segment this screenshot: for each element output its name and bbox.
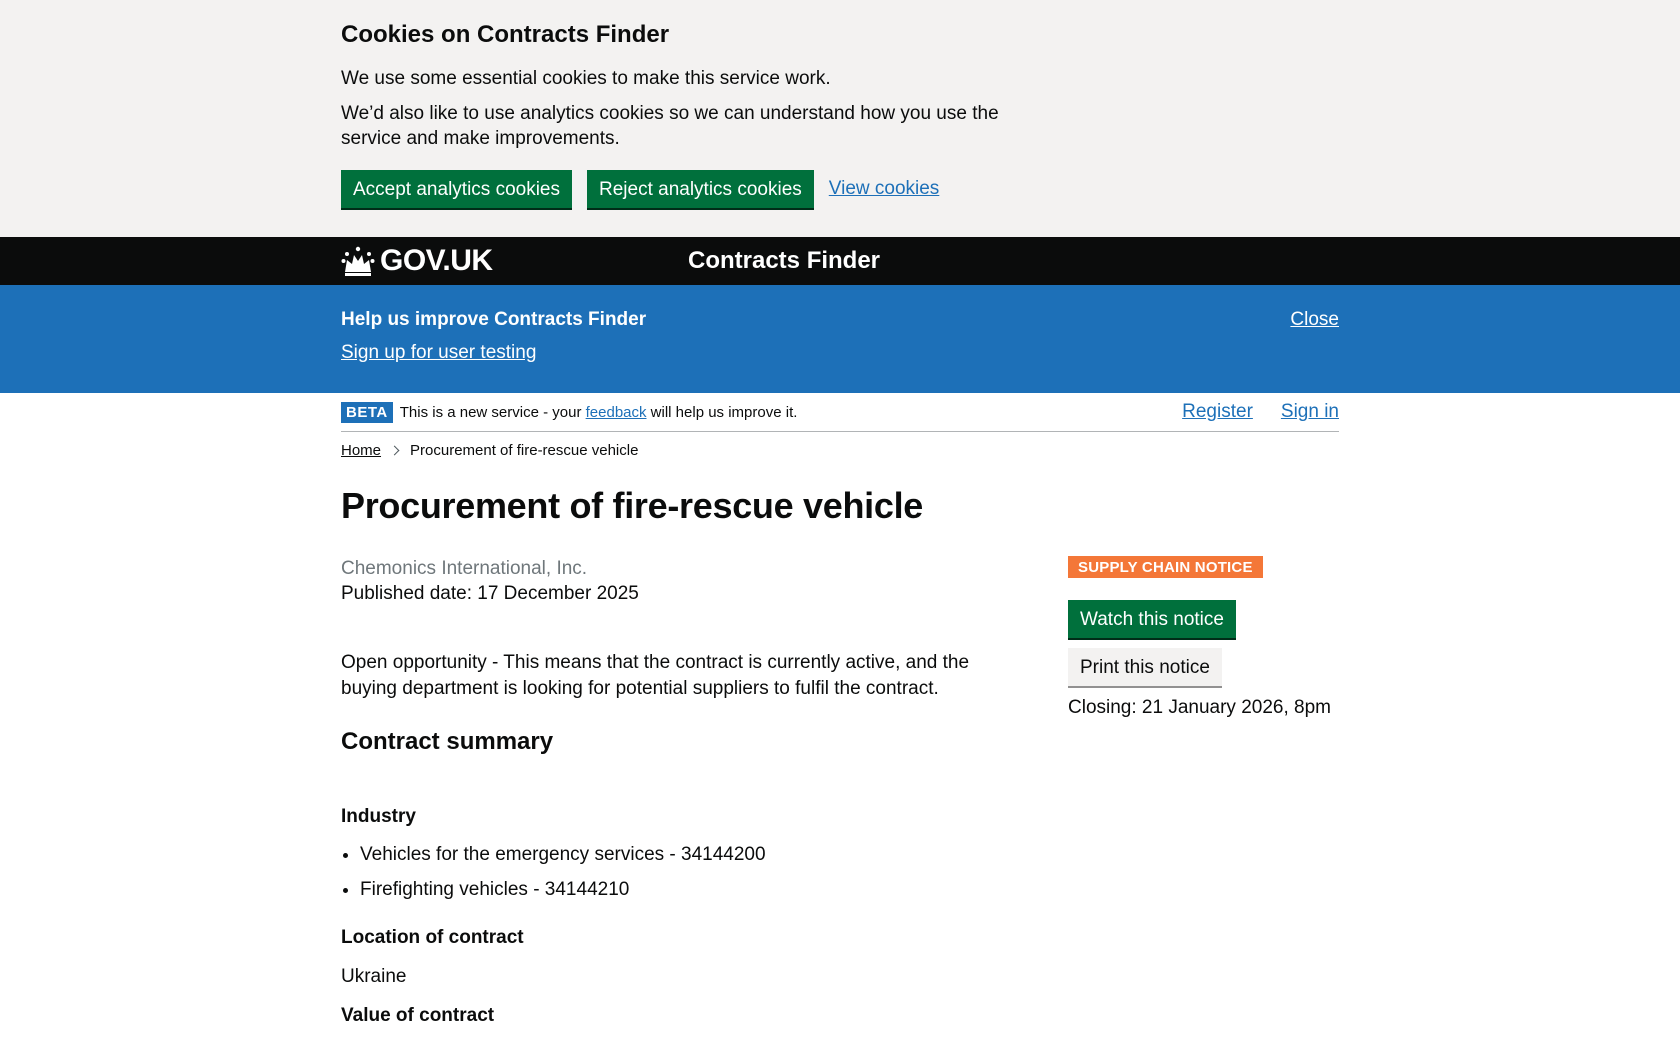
site-header <box>0 237 1680 285</box>
cookie-banner <box>0 0 1680 237</box>
research-banner-close-link[interactable]: Close <box>1290 309 1339 330</box>
account-links <box>1182 401 1339 423</box>
research-banner-title: Help us improve Contracts Finder <box>341 309 647 330</box>
industry-item: • Firefighting vehicles - 34144210 <box>360 877 1021 902</box>
industry-list <box>341 842 1021 902</box>
crown-icon <box>341 246 375 276</box>
location-value: Ukraine <box>341 966 407 987</box>
feedback-link[interactable]: feedback <box>585 403 647 421</box>
notice-status-text: Open opportunity - This means that the contract is currently active, and the buying department is looking for potential suppliers to fulfil the contract. <box>341 652 970 699</box>
view-cookies-link[interactable]: View cookies <box>828 178 940 199</box>
cookie-essential-text: We use some essential cookies to make this service work. <box>341 68 831 89</box>
print-notice-button[interactable]: Print this notice <box>1068 648 1222 686</box>
closing-date: Closing: 21 January 2026, 8pm <box>1068 697 1331 718</box>
contract-summary-heading: Contract summary <box>341 728 554 755</box>
industry-item: • Vehicles for the emergency services - 34144200 <box>360 842 1021 867</box>
published-date: Published date: 17 December 2025 <box>341 583 639 604</box>
watch-notice-button[interactable]: Watch this notice <box>1068 600 1236 638</box>
location-heading: Location of contract <box>341 927 524 948</box>
breadcrumb-home-link[interactable]: Home <box>341 442 382 459</box>
breadcrumb <box>341 442 1339 459</box>
service-name-link[interactable]: Contracts Finder <box>688 247 881 274</box>
notice-sidebar <box>1068 556 1339 1028</box>
phase-banner <box>341 393 1339 432</box>
phase-text-after: will help us improve it. <box>646 403 798 421</box>
industry-heading: Industry <box>341 806 416 827</box>
cookie-actions <box>341 170 1339 208</box>
notice-main <box>341 556 1021 1028</box>
breadcrumb-current: Procurement of fire-rescue vehicle <box>410 442 639 459</box>
phase-text-before: This is a new service - your <box>399 403 586 421</box>
value-heading: Value of contract <box>341 1005 495 1026</box>
cookie-banner-title: Cookies on Contracts Finder <box>341 21 670 48</box>
research-banner <box>0 285 1680 393</box>
beta-tag: BETA <box>341 402 393 423</box>
notice-type-tag: SUPPLY CHAIN NOTICE <box>1068 556 1263 578</box>
page-title: Procurement of fire-rescue vehicle <box>341 485 924 526</box>
notice-content <box>341 556 1339 1028</box>
cookie-analytics-text: We’d also like to use analytics cookies so we can understand how you use the service and make improvements. <box>341 103 999 149</box>
register-link[interactable]: Register <box>1182 401 1253 422</box>
sign-in-link[interactable]: Sign in <box>1280 401 1339 422</box>
user-testing-link[interactable]: Sign up for user testing <box>341 342 537 363</box>
organisation-name: Chemonics International, Inc. <box>341 558 588 579</box>
phase-banner-text <box>400 404 798 421</box>
logo-text: GOV.UK <box>380 244 493 277</box>
reject-cookies-button[interactable]: Reject analytics cookies <box>587 170 814 208</box>
govuk-logo[interactable] <box>341 244 493 278</box>
chevron-right-icon <box>390 446 400 456</box>
accept-cookies-button[interactable]: Accept analytics cookies <box>341 170 572 208</box>
